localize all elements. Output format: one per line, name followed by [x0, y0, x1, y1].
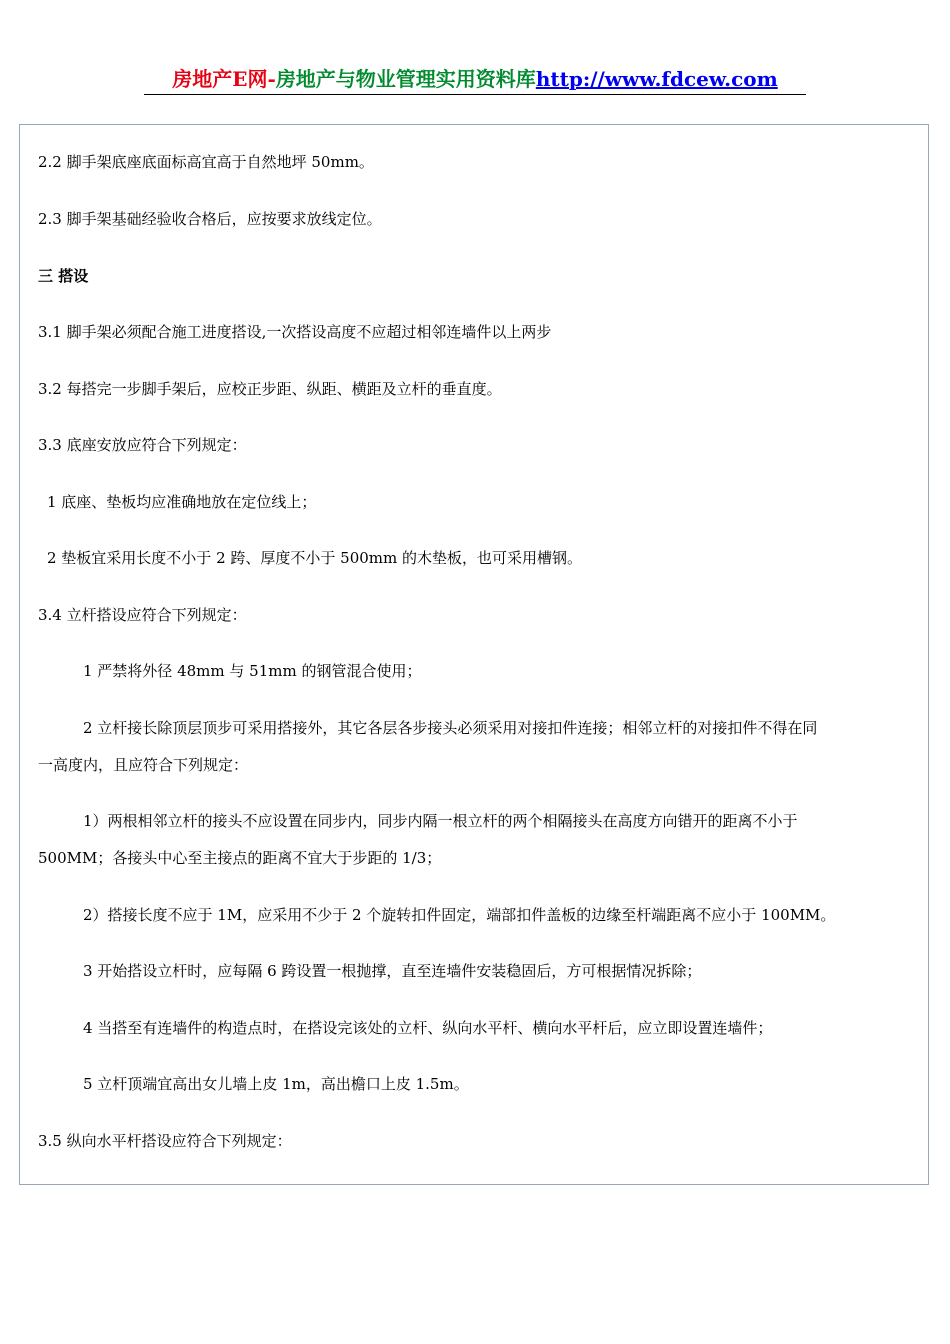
- paragraph-3-2: 3.2 每搭完一步脚手架后，应校正步距、纵距、横距及立杆的垂直度。: [38, 380, 502, 398]
- section-heading: 三 搭设: [38, 267, 89, 285]
- list-item-3-3-2: 2 垫板宜采用长度不小于 2 跨、厚度不小于 500mm 的木垫板，也可采用槽钢。: [47, 549, 583, 567]
- sub-item-1-line1: 1）两根相邻立杆的接头不应设置在同步内，同步内隔一根立杆的两个相隔接头在高度方向错开的距离不小于: [83, 812, 798, 830]
- paragraph-3-1: 3.1 脚手架必须配合施工进度搭设,一次搭设高度不应超过相邻连墙件以上两步: [38, 323, 552, 341]
- list-item-3-4-1: 1 严禁将外径 48mm 与 51mm 的钢管混合使用；: [83, 662, 422, 680]
- header-dash: -: [267, 67, 276, 91]
- list-item-3-4-4: 4 当搭至有连墙件的构造点时，在搭设完该处的立杆、纵向水平杆、横向水平杆后，应立即设置连墙件；: [83, 1019, 773, 1037]
- list-item-3-4-2-line1: 2 立杆接长除顶层顶步可采用搭接外，其它各层各步接头必须采用对接扣件连接；相邻立杆的对接扣件不得在同: [83, 719, 818, 737]
- list-item-3-3-1: 1 底座、垫板均应准确地放在定位线上；: [47, 493, 317, 511]
- list-item-3-4-3: 3 开始搭设立杆时，应每隔 6 跨设置一根抛撑，直至连墙件安装稳固后，方可根据情况拆除；: [83, 962, 702, 980]
- sub-item-1-line2: 500MM；各接头中心至主接点的距离不宜大于步距的 1/3；: [38, 849, 442, 867]
- header-divider: [144, 94, 806, 95]
- paragraph-2-3: 2.3 脚手架基础经验收合格后，应按要求放线定位。: [38, 210, 382, 228]
- list-item-3-4-2-line2: 一高度内，且应符合下列规定：: [38, 756, 249, 774]
- site-name: 房地产E网: [172, 67, 268, 91]
- site-subtitle: 房地产与物业管理实用资料库: [275, 67, 536, 91]
- page-header: [0, 62, 950, 96]
- paragraph-2-2: 2.2 脚手架底座底面标高宜高于自然地坪 50mm。: [38, 153, 374, 171]
- paragraph-3-3: 3.3 底座安放应符合下列规定：: [38, 436, 247, 454]
- sub-item-2: 2）搭接长度不应于 1M，应采用不少于 2 个旋转扣件固定，端部扣件盖板的边缘至杆端距离不应小于 100MM。: [83, 906, 836, 924]
- paragraph-3-4: 3.4 立杆搭设应符合下列规定：: [38, 606, 247, 624]
- list-item-3-4-5: 5 立杆顶端宜高出女儿墙上皮 1m，高出檐口上皮 1.5m。: [83, 1075, 469, 1093]
- paragraph-3-5: 3.5 纵向水平杆搭设应符合下列规定：: [38, 1132, 292, 1150]
- site-url-link[interactable]: http://www.fdcew.com: [535, 67, 778, 91]
